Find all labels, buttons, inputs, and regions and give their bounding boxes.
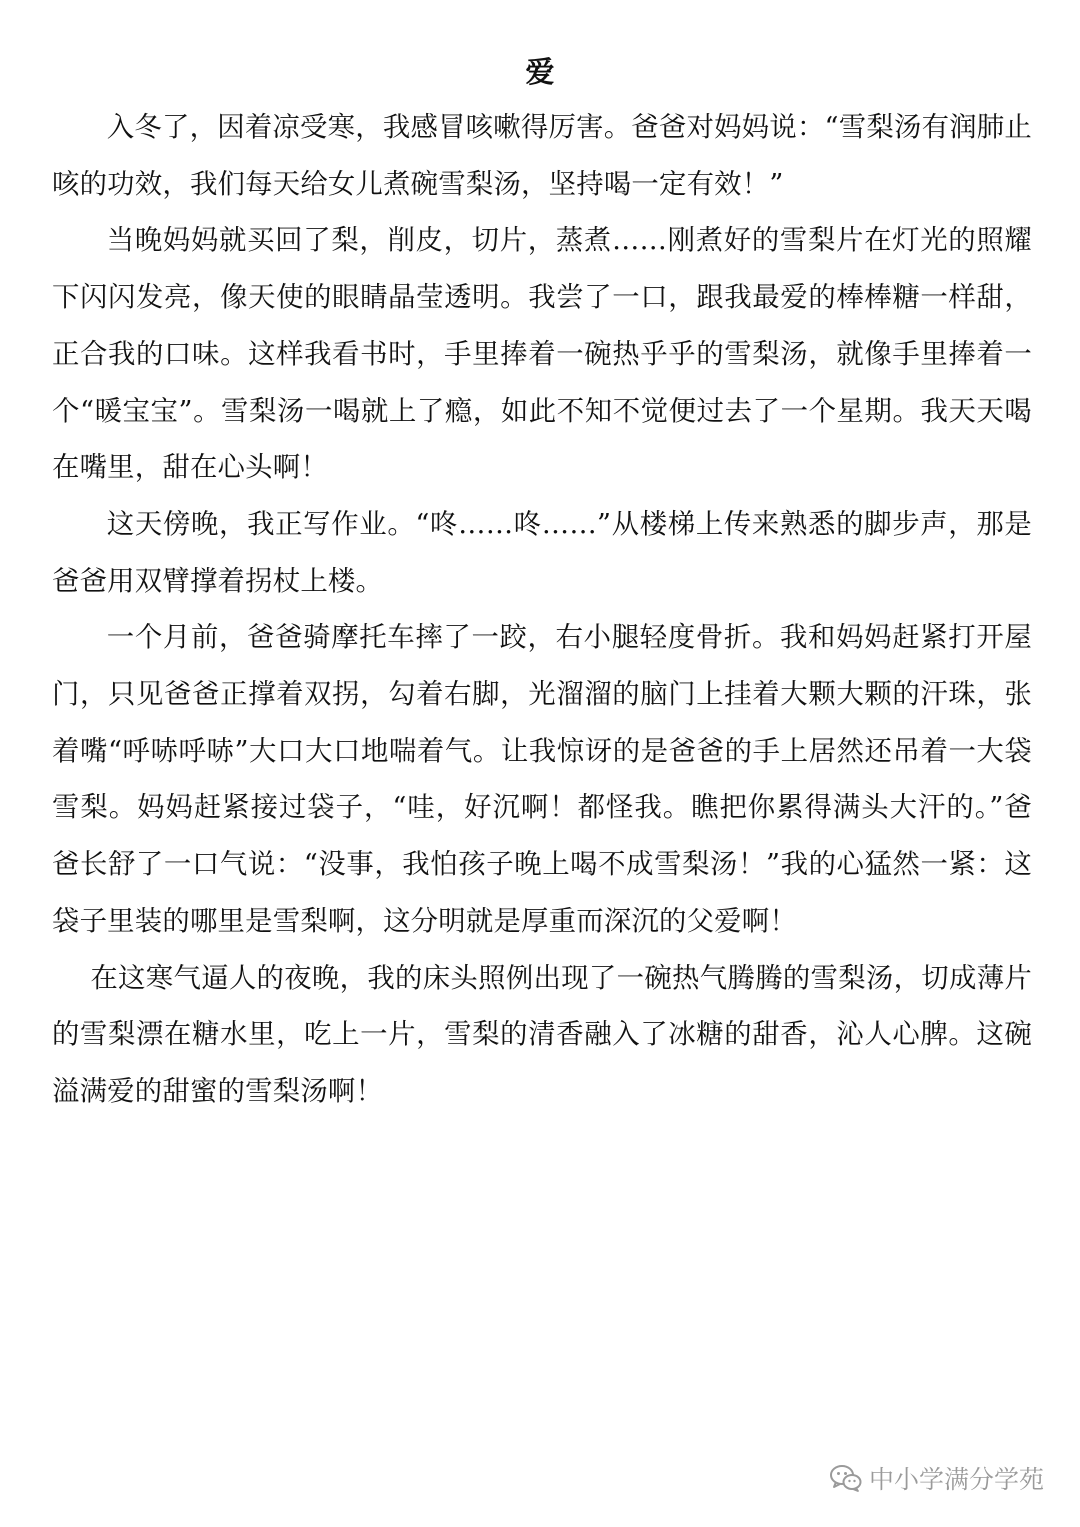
document-body — [52, 100, 1032, 1121]
watermark-text: 中小学满分学苑 — [868, 1465, 1044, 1494]
paragraph-2: 当晚妈妈就买回了梨，削皮，切片，蒸煮……刚煮好的雪梨片在灯光的照耀下闪闪发亮，像天使的眼睛晶莹透明。我尝了一口，跟我最爱的棒棒糖一样甜，正合我的口味。这样我看书时，手里捧着一碗热乎乎的雪梨汤，就像手里捧着一个“暖宝宝”。雪梨汤一喝就上了瘾，如此不知不觉便过去了一个星期。我天天喝在嘴里，甜在心头啊！ — [52, 225, 1032, 484]
watermark — [829, 1458, 1044, 1498]
paragraph-1: 入冬了，因着凉受寒，我感冒咳嗽得厉害。爸爸对妈妈说：“雪梨汤有润肺止咳的功效，我们每天给女儿煮碗雪梨汤，坚持喝一定有效！” — [52, 112, 1032, 200]
document-title: 爱 — [525, 55, 555, 89]
paragraph-4: 一个月前，爸爸骑摩托车摔了一跤，右小腿轻度骨折。我和妈妈赶紧打开屋门，只见爸爸正撑着双拐，勾着右脚，光溜溜的脑门上挂着大颗大颗的汗珠，张着嘴“呼哧呼哧”大口大口地喘着气。让我惊讶的是爸爸的手上居然还吊着一大袋雪梨。妈妈赶紧接过袋子，“哇，好沉啊！都怪我。瞧把你累得满头大汗的。”爸爸长舒了一口气说：“没事，我怕孩子晚上喝不成雪梨汤！”我的心猛然一紧：这袋子里装的哪里是雪梨啊，这分明就是厚重而深沉的父爱啊！ — [52, 622, 1032, 937]
paragraph-3: 这天傍晚，我正写作业。“咚……咚……”从楼梯上传来熟悉的脚步声，那是爸爸用双臂撑着拐杖上楼。 — [52, 508, 1032, 597]
wechat-icon — [829, 1463, 863, 1493]
paragraph-5: 在这寒气逼人的夜晚，我的床头照例出现了一碗热气腾腾的雪梨汤，切成薄片的雪梨漂在糖水里，吃上一片，雪梨的清香融入了冰糖的甜香，沁人心脾。这碗溢满爱的甜蜜的雪梨汤啊！ — [52, 962, 1032, 1107]
